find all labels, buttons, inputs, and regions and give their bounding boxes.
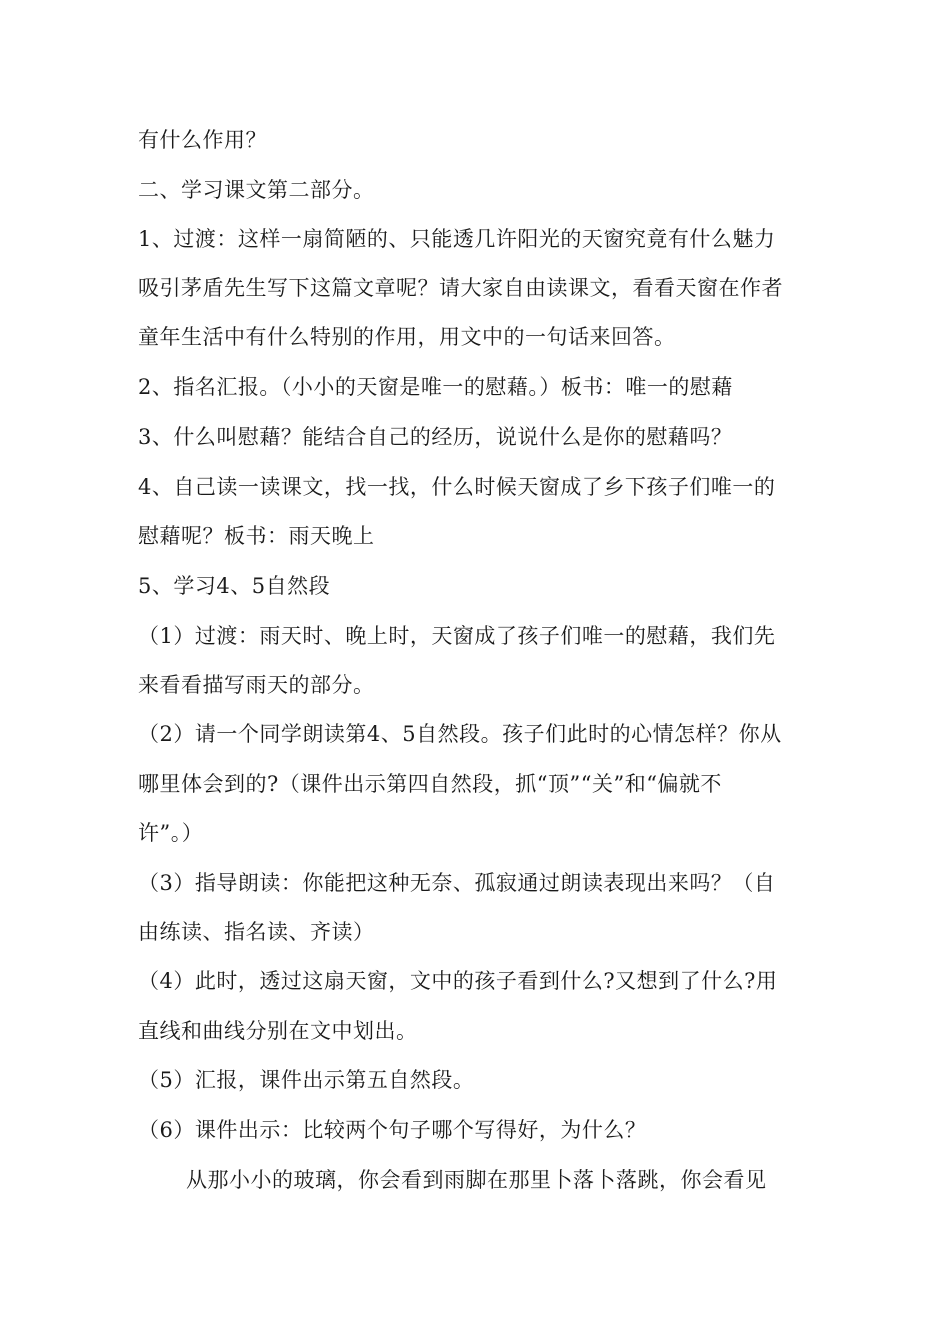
text-line: 慰藉呢？板书：雨天晚上 — [138, 524, 375, 548]
text-line: 4、自己读一读课文，找一找，什么时候天窗成了乡下孩子们唯一的 — [138, 475, 776, 499]
text-line: 由练读、指名读、齐读） — [138, 920, 375, 944]
text-line: 许”。） — [138, 821, 204, 845]
section-heading: 二、学习课文第二部分。 — [138, 178, 375, 202]
text-line: 直线和曲线分别在文中划出。 — [138, 1019, 418, 1043]
text-line: 3、什么叫慰藉？能结合自己的经历，说说什么是你的慰藉吗？ — [138, 425, 733, 449]
text-line: 来看看描写雨天的部分。 — [138, 673, 375, 697]
text-line: （4）此时，透过这扇天窗，文中的孩子看到什么?又想到了什么?用 — [138, 969, 778, 993]
text-line: 吸引茅盾先生写下这篇文章呢？请大家自由读课文，看看天窗在作者 — [138, 276, 783, 300]
text-line: （5）汇报，课件出示第五自然段。 — [138, 1068, 475, 1092]
text-line: 哪里体会到的?（课件出示第四自然段，抓“顶”“关”和“偏就不 — [138, 772, 722, 796]
text-line: 2、指名汇报。（小小的天窗是唯一的慰藉。）板书：唯一的慰藉 — [138, 375, 733, 399]
text-line: 1、过渡：这样一扇简陋的、只能透几许阳光的天窗究竟有什么魅力 — [138, 227, 776, 251]
text-line: 从那小小的玻璃，你会看到雨脚在那里卜落卜落跳，你会看见 — [186, 1168, 767, 1192]
text-line: （3）指导朗读：你能把这种无奈、孤寂通过朗读表现出来吗？（自 — [138, 871, 776, 895]
text-line: （1）过渡：雨天时、晚上时，天窗成了孩子们唯一的慰藉，我们先 — [138, 624, 776, 648]
text-line: 有什么作用？ — [138, 128, 267, 152]
text-line: 童年生活中有什么特别的作用，用文中的一句话来回答。 — [138, 325, 676, 349]
text-line: （6）课件出示：比较两个句子哪个写得好，为什么？ — [138, 1118, 647, 1142]
text-line: 5、学习4、5自然段 — [138, 574, 331, 598]
text-line: （2）请一个同学朗读第4、5自然段。孩子们此时的心情怎样？你从 — [138, 722, 782, 746]
